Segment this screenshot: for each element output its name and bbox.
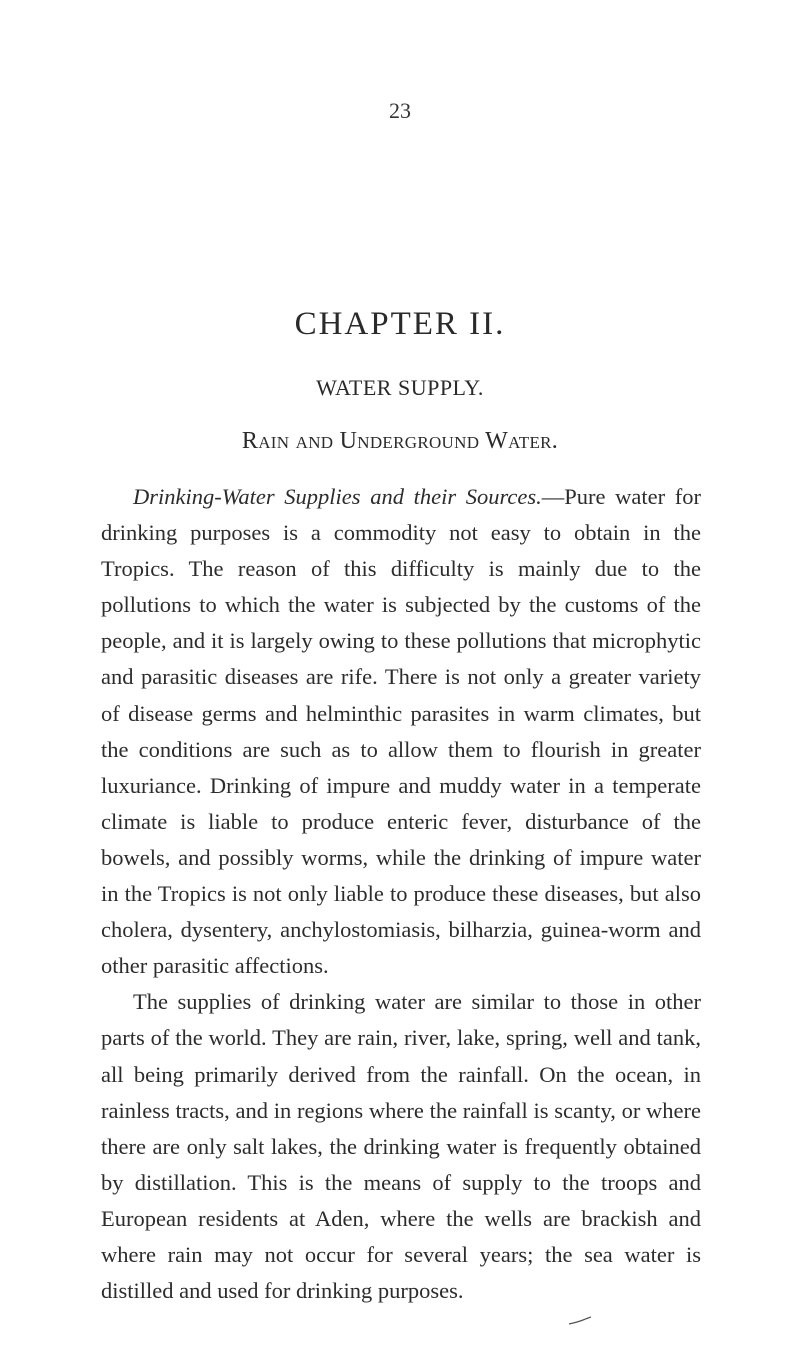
- paragraph-text: The supplies of drinking water are similar to those in other parts of the world. They are rain, river, lake, spring, well and tank, all being primarily derived from the rainfall. On the ocean, in rainless tracts, and in regions where the rainfall is scanty, or where there are only salt lakes, the drinking water is frequently obtained by distillation. This is the means of supply to the troops and European residents at Aden, where the wells are brackish and where rain may not occur for several years; the sea water is distilled and used for drinking purposes.: [101, 989, 701, 1304]
- subsection-title: Rain and Underground Water.: [241, 428, 559, 454]
- paragraph-1: [101, 479, 701, 984]
- page-number: 23: [389, 98, 411, 123]
- paragraph-lead: Drinking-Water Supplies and their Sources.: [133, 484, 542, 509]
- chapter-title: CHAPTER II.: [294, 306, 506, 342]
- paragraph-2: [101, 984, 701, 1309]
- ink-mark: [568, 1316, 592, 1326]
- section-title: WATER SUPPLY.: [316, 375, 484, 400]
- body-text: [101, 479, 701, 1309]
- paragraph-text: —Pure water for drinking purposes is a commodity not easy to obtain in the Tropics. The reason of this difficulty is mainly due to the pollutions to which the water is subjected by the customs of the people, and it is largely owing to these pollutions that microphytic and parasitic diseases are rife. There is not only a greater variety of disease germs and helminthic parasites in warm climates, but the conditions are such as to allow them to flourish in greater luxuriance. Drinking of impure and muddy water in a temperate climate is liable to produce enteric fever, disturbance of the bowels, and possibly worms, while the drinking of impure water in the Tropics is not only liable to produce these diseases, but also cholera, dysentery, anchylostomiasis, bilharzia, guinea-worm and other parasitic affections.: [101, 484, 701, 979]
